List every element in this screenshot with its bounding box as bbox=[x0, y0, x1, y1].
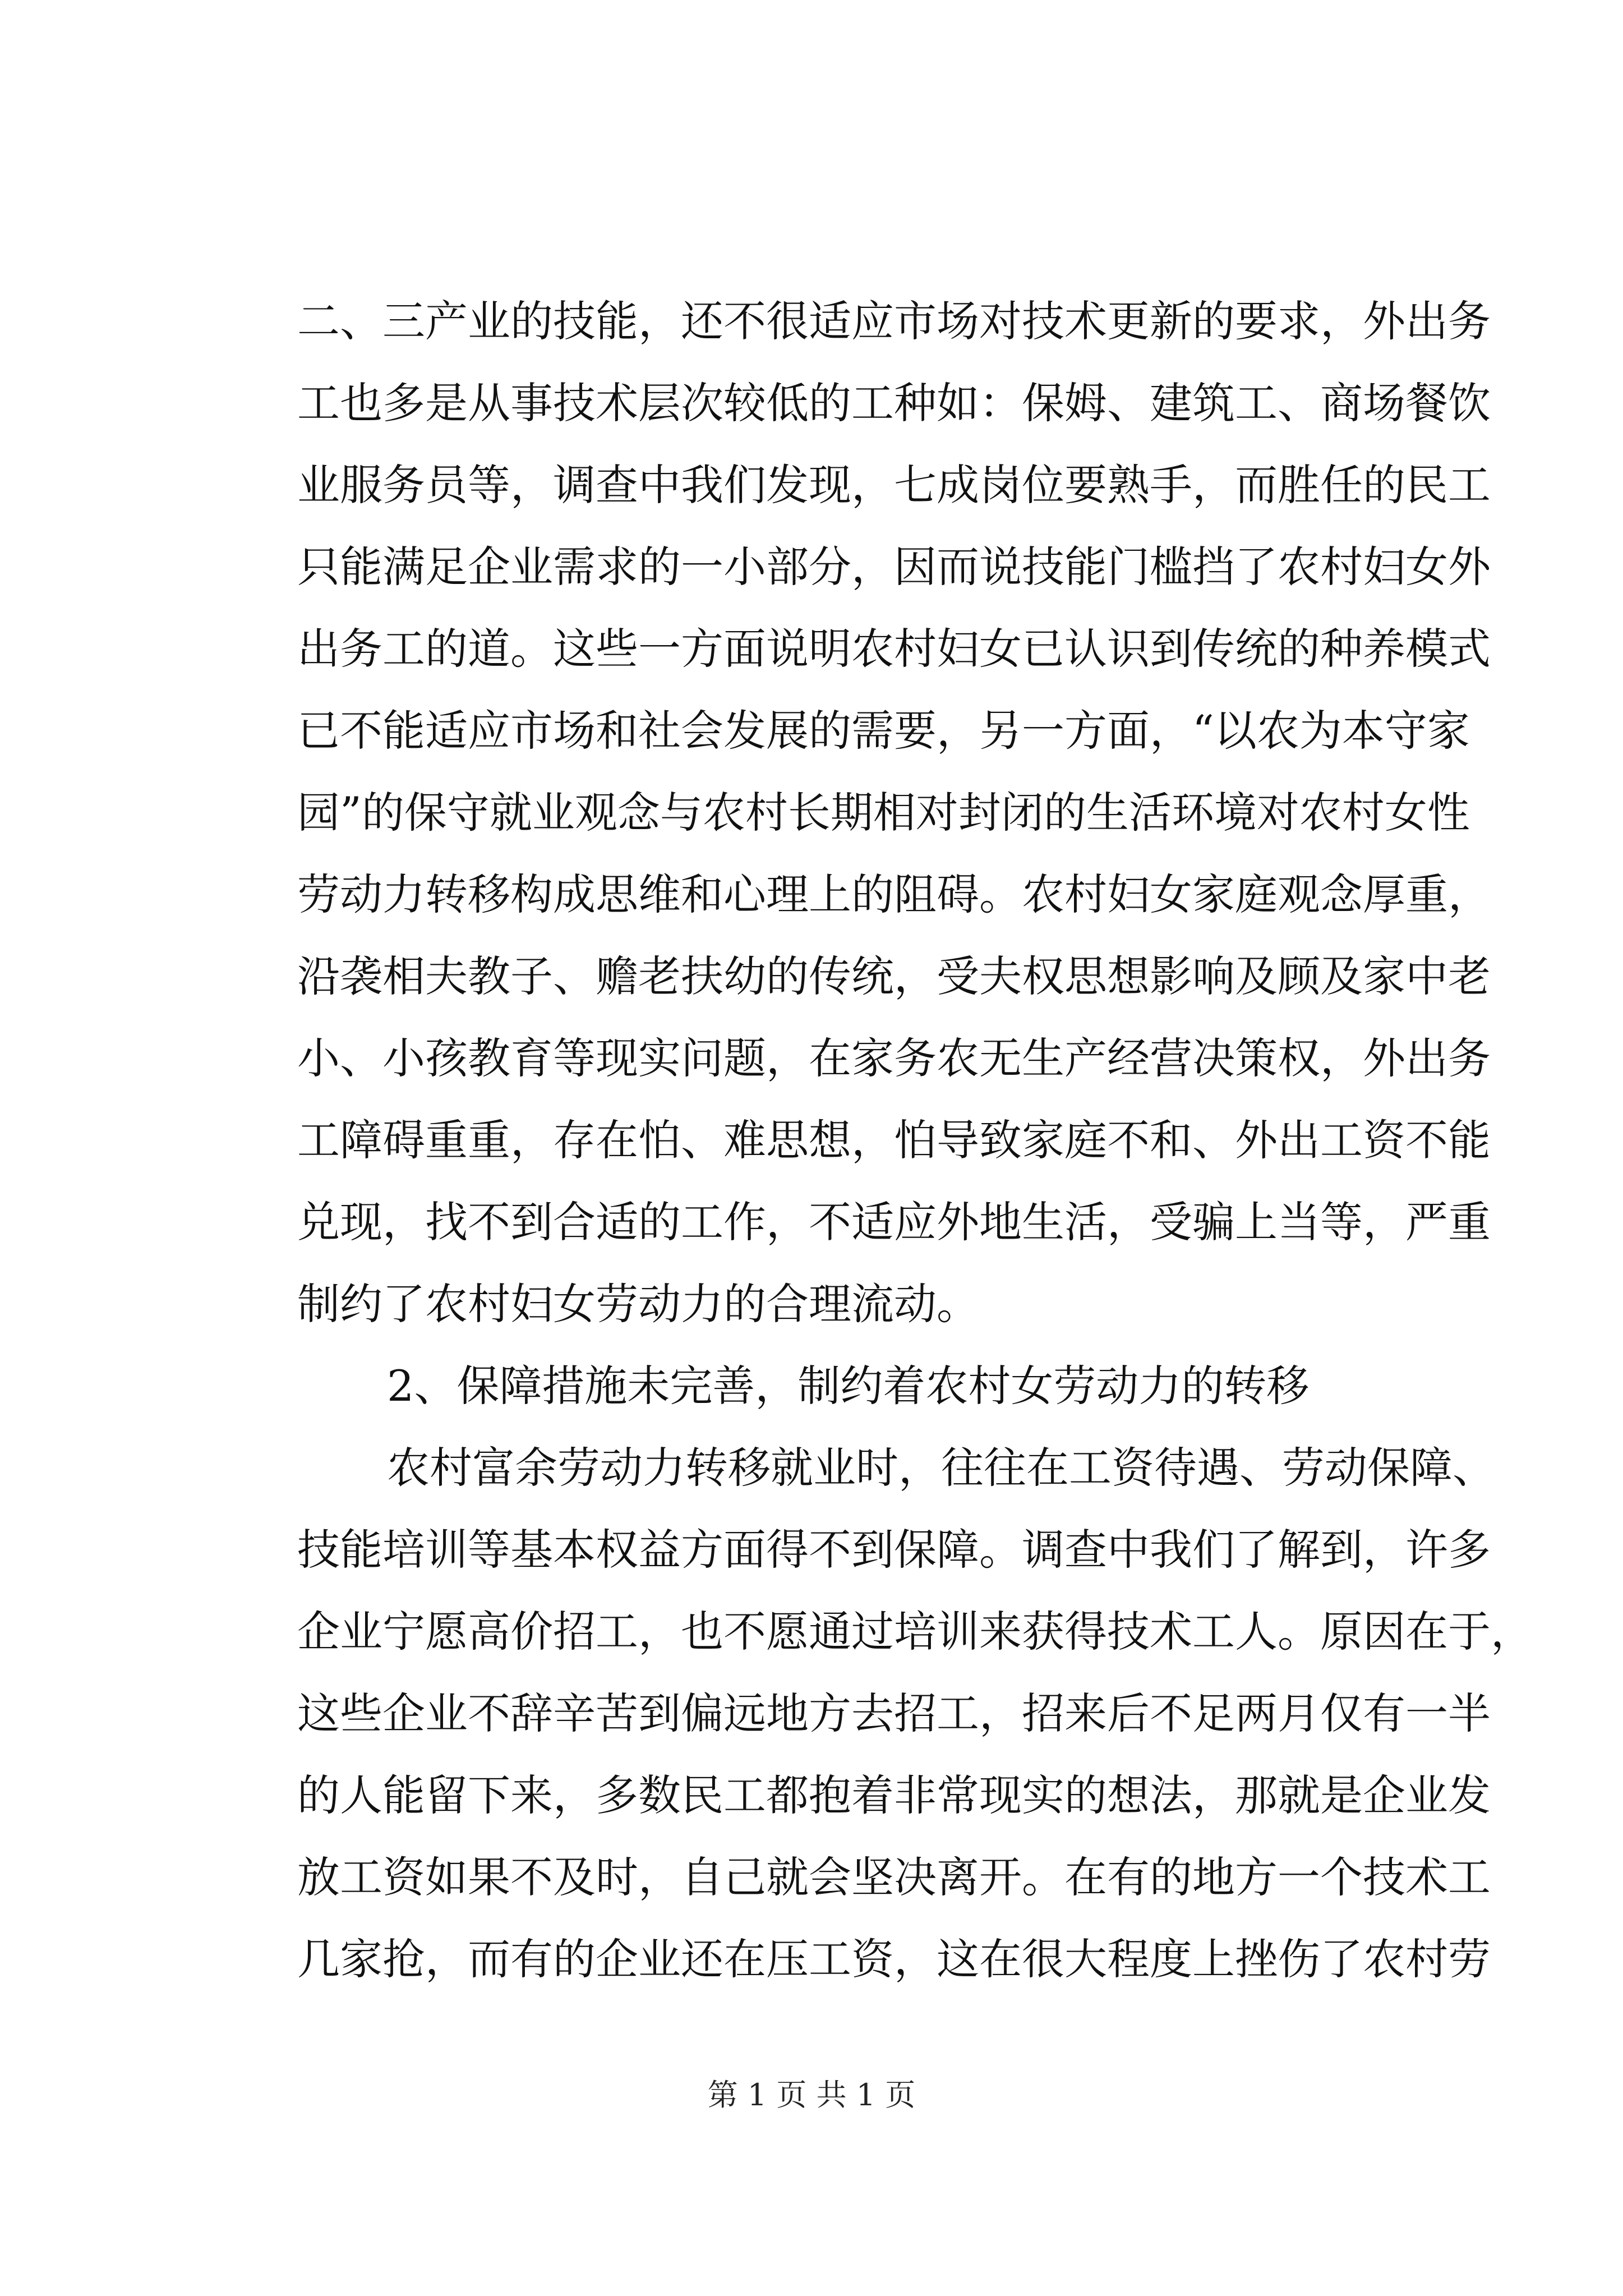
text-line: 制约了农村妇女劳动力的合理流动。 bbox=[297, 1279, 979, 1329]
text-line: 出务工的道。这些一方面说明农村妇女已认识到传统的种养模式 bbox=[297, 624, 1491, 674]
text-line: 这些企业不辞辛苦到偏远地方去招工，招来后不足两月仅有一半 bbox=[297, 1688, 1491, 1738]
text-line: 兑现，找不到合适的工作，不适应外地生活，受骗上当等，严重 bbox=[297, 1197, 1491, 1247]
text-line: 农村富余劳动力转移就业时，往往在工资待遇、劳动保障、 bbox=[387, 1443, 1495, 1493]
text-line: 工障碍重重，存在怕、难思想，怕导致家庭不和、外出工资不能 bbox=[297, 1115, 1491, 1165]
text-line: 园”的保守就业观念与农村长期相对封闭的生活环境对农村女性 bbox=[297, 788, 1470, 838]
text-line: 沿袭相夫教子、赡老扶幼的传统，受夫权思想影响及顾及家中老 bbox=[297, 951, 1491, 1001]
text-line: 小、小孩教育等现实问题，在家务农无生产经营决策权，外出务 bbox=[297, 1033, 1491, 1083]
text-line: 企业宁愿高价招工，也不愿通过培训来获得技术工人。原因在于， bbox=[297, 1607, 1533, 1657]
text-line: 已不能适应市场和社会发展的需要，另一方面，“以农为本守家 bbox=[297, 706, 1470, 756]
text-line: 二、三产业的技能，还不很适应市场对技术更新的要求，外出务 bbox=[297, 296, 1491, 346]
body-text bbox=[297, 280, 1533, 2000]
section-heading: 2、保障措施未完善，制约着农村女劳动力的转移 bbox=[387, 1361, 1310, 1411]
text-line: 技能培训等基本权益方面得不到保障。调查中我们了解到，许多 bbox=[297, 1525, 1491, 1575]
text-line: 业服务员等，调查中我们发现，七成岗位要熟手，而胜任的民工 bbox=[297, 460, 1491, 510]
page-number-footer: 第 1 页 共 1 页 bbox=[707, 2077, 916, 2113]
text-line: 放工资如果不及时，自己就会坚决离开。在有的地方一个技术工 bbox=[297, 1852, 1491, 1902]
text-line: 劳动力转移构成思维和心理上的阻碍。农村妇女家庭观念厚重， bbox=[297, 869, 1491, 919]
text-line: 工也多是从事技术层次较低的工种如：保姆、建筑工、商场餐饮 bbox=[297, 378, 1491, 428]
text-line: 只能满足企业需求的一小部分，因而说技能门槛挡了农村妇女外 bbox=[297, 542, 1491, 592]
text-line: 的人能留下来，多数民工都抱着非常现实的想法，那就是企业发 bbox=[297, 1770, 1491, 1820]
text-line: 几家抢，而有的企业还在压工资，这在很大程度上挫伤了农村劳 bbox=[297, 1934, 1491, 1984]
